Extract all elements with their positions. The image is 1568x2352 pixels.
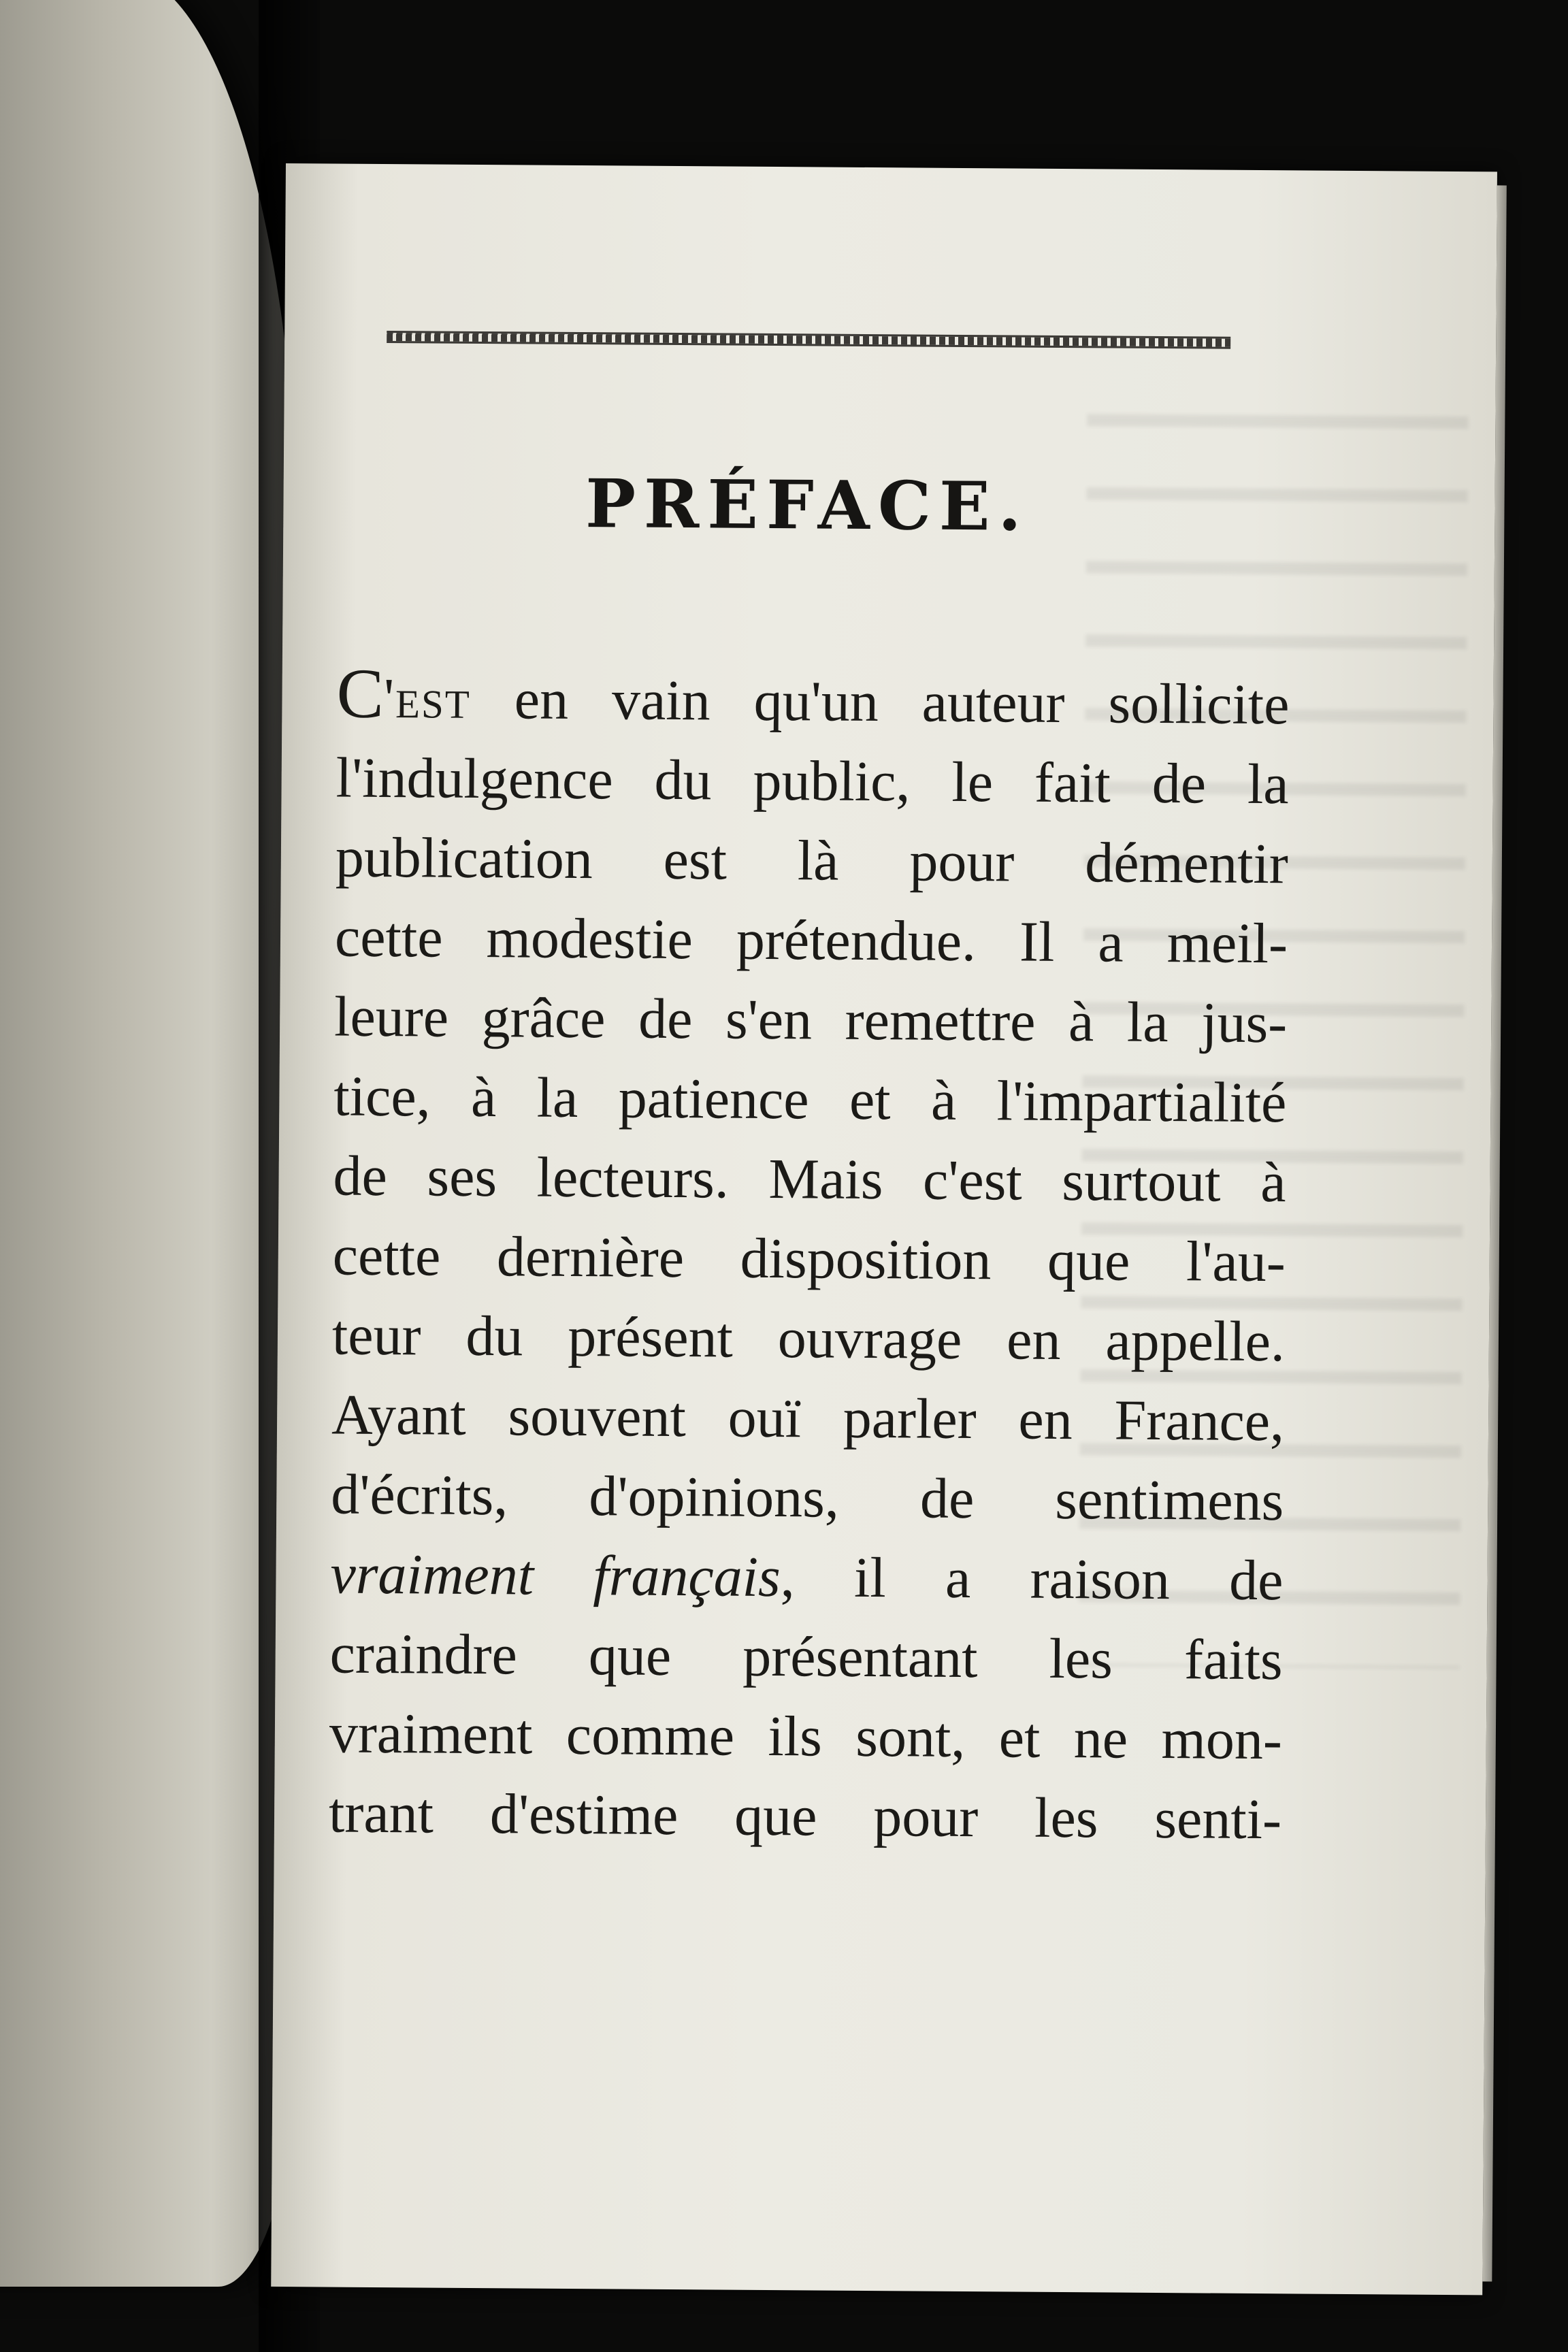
- decorative-rule: [387, 331, 1230, 349]
- text-line: [330, 1535, 1284, 1621]
- text-line: vraiment comme ils sont, et ne mon-: [329, 1701, 1283, 1772]
- page-edge: [1482, 185, 1507, 2281]
- text-line: l'indulgence du public, le fait de la: [336, 746, 1289, 817]
- line-rest: en vain qu'un auteur sollicite: [470, 667, 1290, 737]
- text-line: de ses lecteurs. Mais c'est surtout à: [333, 1144, 1286, 1215]
- text-line: publication est là pour démentir: [335, 826, 1289, 896]
- text-line: tice, à la patience et à l'impartialité: [333, 1064, 1287, 1135]
- text-line: d'écrits, d'opinions, de sentimens: [331, 1463, 1284, 1533]
- text-line: [336, 654, 1290, 745]
- small-caps: 'est: [383, 667, 472, 731]
- italic-phrase: vraiment français: [330, 1542, 781, 1610]
- drop-cap: C: [336, 654, 385, 734]
- text-line: cette dernière disposition que l'au-: [332, 1224, 1286, 1294]
- text-line: trant d'estime que pour les senti-: [328, 1781, 1282, 1852]
- text-line: craindre que présentant les faits: [329, 1622, 1284, 1693]
- text-line: cette modestie prétendue. Il a meil-: [334, 905, 1288, 976]
- line-rest: , il a raison de: [780, 1546, 1284, 1613]
- book-page: [271, 163, 1497, 2295]
- text-line: Ayant souvent ouï parler en France,: [331, 1383, 1285, 1454]
- facing-page: [0, 0, 299, 2287]
- text-line: teur du présent ouvrage en appelle.: [331, 1303, 1286, 1374]
- page-title: PRÉFACE.: [585, 465, 1030, 546]
- preface-paragraph: [329, 654, 1290, 1860]
- text-line: leure grâce de s'en remettre à la jus-: [333, 985, 1288, 1056]
